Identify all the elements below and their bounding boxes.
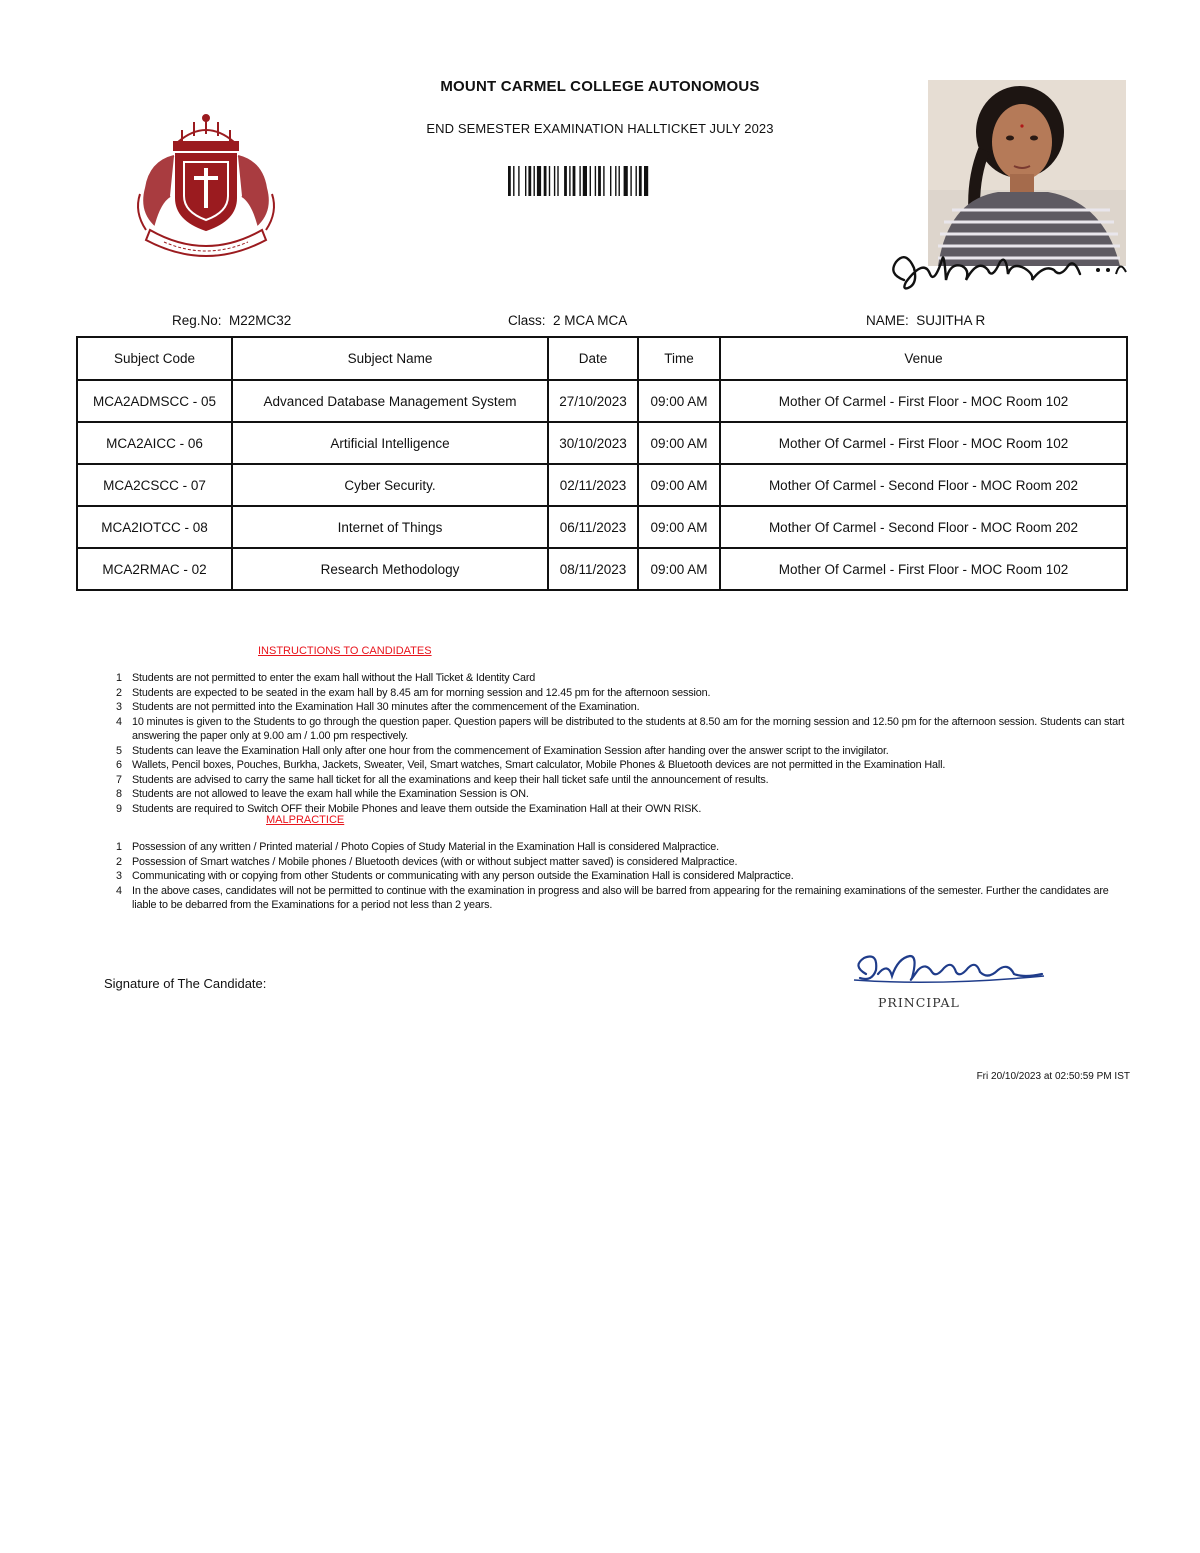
column-header: Subject Name xyxy=(232,337,548,380)
instruction-text: Students are expected to be seated in the exam hall by 8.45 am for morning session and 12.45 pm for the afternoon session. xyxy=(132,686,711,699)
barcode-icon xyxy=(508,166,696,196)
list-item: 6 Wallets, Pencil boxes, Pouches, Burkha, Jackets, Sweater, Veil, Smart watches, Smart calculator, Mobile Phones & Bluetooth devices are not permitted in the Examination Hall. xyxy=(116,758,1126,773)
malpractice-text: In the above cases, candidates will not be permitted to continue with the examination in progress and also will be barred from appearing for the remaining examinations of the semester. Further the candidates are liable to be debarred from the Examinations for a period not less than 2 years. xyxy=(132,884,1109,911)
name-label: NAME: xyxy=(866,313,909,328)
instruction-text: Students are not permitted into the Examination Hall 30 minutes after the commencement of the Examination. xyxy=(132,701,640,713)
exam-date: 30/10/2023 xyxy=(548,422,638,464)
exam-venue: Mother Of Carmel - First Floor - MOC Room 102 xyxy=(720,380,1127,422)
malpractice-list xyxy=(116,840,1126,913)
table-row xyxy=(77,464,1127,506)
subject-name: Research Methodology xyxy=(232,548,548,590)
exam-date: 27/10/2023 xyxy=(548,380,638,422)
exam-time: 09:00 AM xyxy=(638,380,720,422)
exam-time: 09:00 AM xyxy=(638,548,720,590)
column-header: Venue xyxy=(720,337,1127,380)
print-timestamp: Fri 20/10/2023 at 02:50:59 PM IST xyxy=(976,1071,1130,1082)
student-name xyxy=(866,313,985,328)
subject-code: MCA2CSCC - 07 xyxy=(77,464,232,506)
instruction-text: Wallets, Pencil boxes, Pouches, Burkha, Jackets, Sweater, Veil, Smart watches, Smart calculator, Mobile Phones & Bluetooth devices are not permitted in the Examination Hall. xyxy=(132,759,946,771)
table-header-row xyxy=(77,337,1127,380)
principal-label: PRINCIPAL xyxy=(878,995,960,1010)
exam-time: 09:00 AM xyxy=(638,464,720,506)
subject-name: Cyber Security. xyxy=(232,464,548,506)
list-item: 4 10 minutes is given to the Students to go through the question paper. Question papers will be distributed to the students at 8.50 am for the morning session and 12.50 pm for the afternoon session. Students can start answering the paper only at 9.00 am / 1.00 pm respectively. xyxy=(116,715,1125,742)
malpractice-text: Communicating with or copying from other Students or communicating with any person outside the Examination Hall is considered Malpractice. xyxy=(132,870,794,882)
list-item: 9 Students are required to Switch OFF their Mobile Phones and leave them outside the Examination Hall at their OWN RISK. xyxy=(116,802,1126,817)
list-item: 3 Students are not permitted into the Examination Hall 30 minutes after the commencement of the Examination. xyxy=(116,700,1126,715)
subject-code: MCA2RMAC - 02 xyxy=(77,548,232,590)
reg-number xyxy=(172,313,291,328)
list-item: 1 Students are not permitted to enter the exam hall without the Hall Ticket & Identity Card xyxy=(116,671,1126,686)
instruction-text: Students are required to Switch OFF their Mobile Phones and leave them outside the Examination Hall at their OWN RISK. xyxy=(132,802,702,815)
class-info xyxy=(508,313,627,328)
instructions-title: INSTRUCTIONS TO CANDIDATES xyxy=(258,645,432,657)
malpractice-text: Possession of any written / Printed material / Photo Copies of Study Material in the Examination Hall is considered Malpractice. xyxy=(132,841,719,853)
instruction-text: Students are not permitted to enter the exam hall without the Hall Ticket & Identity Card xyxy=(132,672,536,684)
list-item: 8 Students are not allowed to leave the exam hall while the Examination Session is ON. xyxy=(116,787,1126,802)
exam-venue: Mother Of Carmel - Second Floor - MOC Room 202 xyxy=(720,506,1127,548)
subject-code: MCA2ADMSCC - 05 xyxy=(77,380,232,422)
college-emblem-logo-icon xyxy=(130,112,282,262)
list-item: 2 Possession of Smart watches / Mobile phones / Bluetooth devices (with or without subject matter saved) is considered Malpractice. xyxy=(116,855,1126,870)
exam-date: 02/11/2023 xyxy=(548,464,638,506)
candidate-signature-icon xyxy=(884,240,1146,296)
table-row xyxy=(77,422,1127,464)
list-item: 7 Students are advised to carry the same hall ticket for all the examinations and keep their hall ticket safe until the announcement of results. xyxy=(116,773,1126,788)
malpractice-text: Possession of Smart watches / Mobile phones / Bluetooth devices (with or without subject matter saved) is considered Malpractice. xyxy=(132,855,738,868)
column-header: Date xyxy=(548,337,638,380)
instructions-list xyxy=(116,671,1126,816)
subject-name: Internet of Things xyxy=(232,506,548,548)
instruction-text: 10 minutes is given to the Students to go through the question paper. Question papers will be distributed to the students at 8.50 am for the morning session and 12.50 pm for the afternoon session. Students can start answering the paper only at 9.00 am / 1.00 pm respectively. xyxy=(132,715,1125,742)
list-item: 5 Students can leave the Examination Hall only after one hour from the commencement of Examination Session after handing over the answer script to the invigilator. xyxy=(116,744,1126,759)
instruction-text: Students can leave the Examination Hall only after one hour from the commencement of Examination Session after handing over the answer script to the invigilator. xyxy=(132,744,889,757)
candidate-signature-label: Signature of The Candidate: xyxy=(104,976,267,991)
list-item: 2 Students are expected to be seated in the exam hall by 8.45 am for morning session and 12.45 pm for the afternoon session. xyxy=(116,686,1126,701)
subject-name: Artificial Intelligence xyxy=(232,422,548,464)
class-label: Class: xyxy=(508,313,546,328)
list-item: 1 Possession of any written / Printed material / Photo Copies of Study Material in the Examination Hall is considered Malpractice. xyxy=(116,840,1126,855)
exam-time: 09:00 AM xyxy=(638,422,720,464)
principal-signature-icon xyxy=(848,948,1048,988)
exam-title: END SEMESTER EXAMINATION HALLTICKET JULY 2023 xyxy=(426,121,774,136)
subject-code: MCA2AICC - 06 xyxy=(77,422,232,464)
candidate-photo xyxy=(928,80,1126,266)
exam-venue: Mother Of Carmel - First Floor - MOC Room 102 xyxy=(720,422,1127,464)
table-row xyxy=(77,380,1127,422)
list-item: 3 Communicating with or copying from other Students or communicating with any person outside the Examination Hall is considered Malpractice. xyxy=(116,869,1126,884)
subject-name: Advanced Database Management System xyxy=(232,380,548,422)
instruction-text: Students are not allowed to leave the exam hall while the Examination Session is ON. xyxy=(132,788,529,800)
name-value: SUJITHA R xyxy=(916,313,986,328)
college-name: MOUNT CARMEL COLLEGE AUTONOMOUS xyxy=(440,78,760,95)
exam-time: 09:00 AM xyxy=(638,506,720,548)
exam-date: 06/11/2023 xyxy=(548,506,638,548)
reg-label: Reg.No: xyxy=(172,313,222,328)
class-value: 2 MCA MCA xyxy=(553,313,628,328)
instruction-text: Students are advised to carry the same hall ticket for all the examinations and keep their hall ticket safe until the announcement of results. xyxy=(132,773,769,786)
exam-venue: Mother Of Carmel - First Floor - MOC Room 102 xyxy=(720,548,1127,590)
column-header: Subject Code xyxy=(77,337,232,380)
table-row xyxy=(77,548,1127,590)
subject-code: MCA2IOTCC - 08 xyxy=(77,506,232,548)
list-item: 4 In the above cases, candidates will not be permitted to continue with the examination in progress and also will be barred from appearing for the remaining examinations of the semester. Further the candidates are liable to be debarred from the Examinations for a period not less than 2 years. xyxy=(116,884,1126,913)
exam-venue: Mother Of Carmel - Second Floor - MOC Room 202 xyxy=(720,464,1127,506)
column-header: Time xyxy=(638,337,720,380)
subjects-table xyxy=(76,336,1128,591)
table-row xyxy=(77,506,1127,548)
exam-date: 08/11/2023 xyxy=(548,548,638,590)
reg-value: M22MC32 xyxy=(229,313,292,328)
malpractice-title: MALPRACTICE xyxy=(266,814,345,826)
